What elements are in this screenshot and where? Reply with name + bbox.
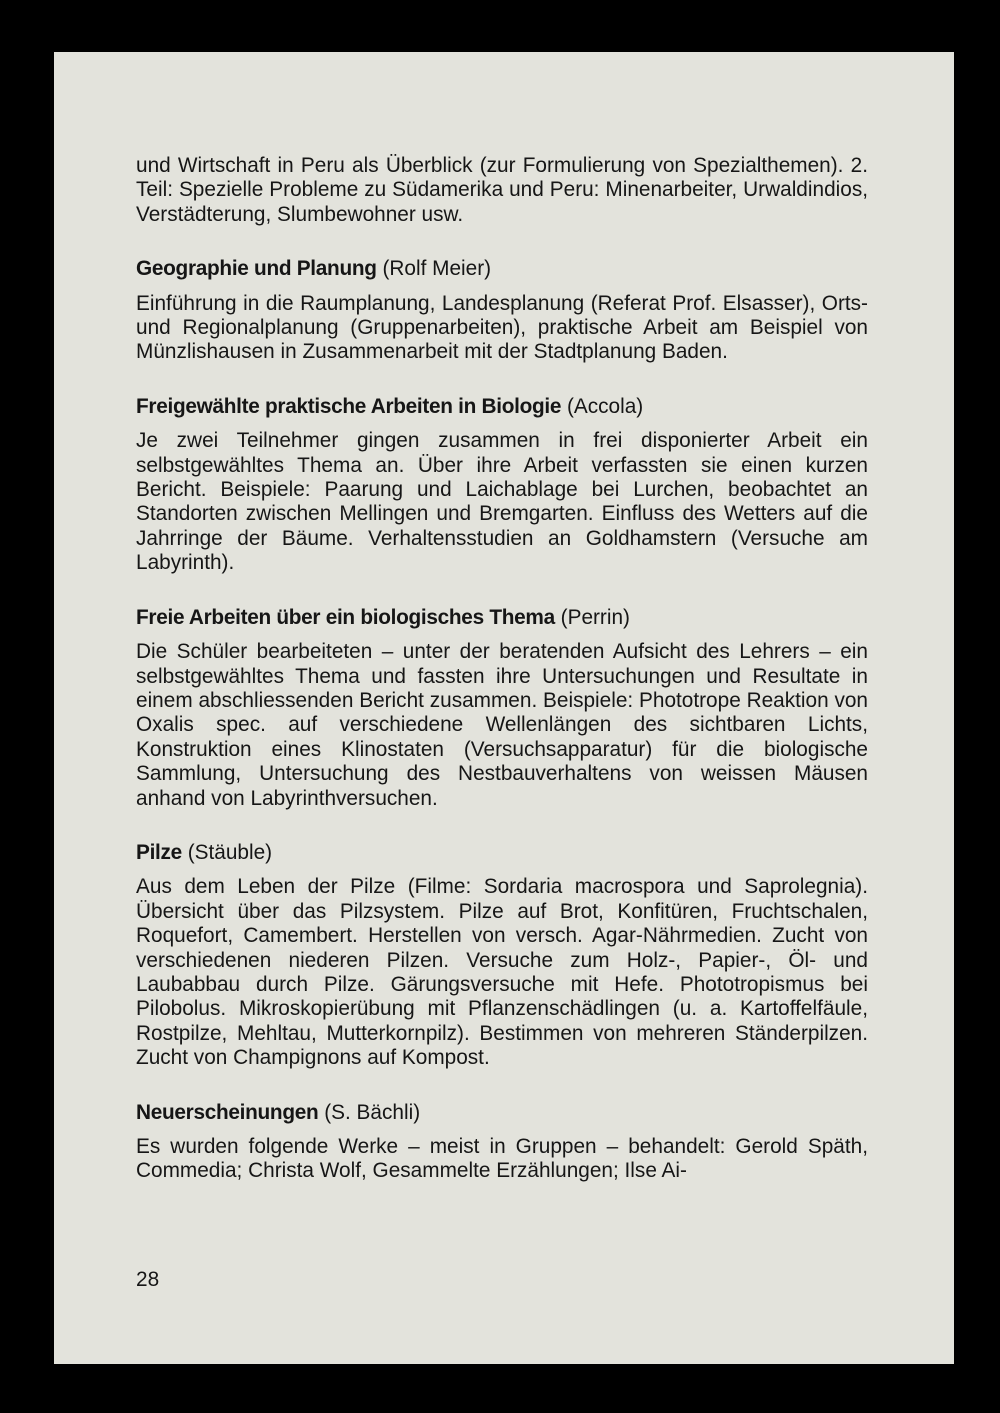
section-title: Freigewählte praktische Arbeiten in Biologie [136, 394, 562, 418]
section-author: (S. Bächli) [324, 1100, 421, 1124]
section-body: Einführung in die Raumplanung, Landesplanung (Referat Prof. Elsasser), Orts- und Regionalplanung (Gruppenarbeiten), praktische Arbeit am Beispiel von Münzlishausen in Zusammenarbeit mit der Stadtplanung Baden. [136, 291, 868, 364]
section-author: (Stäuble) [187, 840, 273, 864]
section-author: (Rolf Meier) [382, 257, 492, 281]
section-author: (Accola) [566, 394, 644, 418]
section-biologisches-thema [136, 606, 868, 811]
section-heading [136, 1101, 868, 1125]
section-biologie-praktisch [136, 395, 868, 576]
section-heading [136, 606, 868, 630]
section-title: Freie Arbeiten über ein biologisches Thema [136, 605, 555, 629]
section-title: Pilze [136, 840, 182, 864]
page-content [136, 154, 868, 1184]
document-page [54, 52, 954, 1364]
intro-paragraph: und Wirtschaft in Peru als Überblick (zur Formulierung von Spezialthemen). 2. Teil: Spezielle Probleme zu Südamerika und Peru: Minenarbeiter, Urwaldindios, Verstädterung, Slumbewohner usw. [136, 154, 868, 226]
section-pilze [136, 841, 868, 1071]
section-heading [136, 257, 868, 281]
section-body: Je zwei Teilnehmer gingen zusammen in frei disponierter Arbeit ein selbstgewähltes Thema an. Über ihre Arbeit verfassten sie einen kurzen Bericht. Beispiele: Paarung und Laichablage bei Lurchen, beobachtet an Standorten zwischen Mellingen und Bremgarten. Einfluss des Wetters auf die Jahrringe der Bäume. Verhaltensstudien an Goldhamstern (Versuche am Labyrinth). [136, 429, 868, 575]
section-body: Die Schüler bearbeiteten – unter der beratenden Aufsicht des Lehrers – ein selbstgewähltes Thema und fassten ihre Untersuchungen und Resultate in einem abschliessenden Bericht zusammen. Beispiele: Phototrope Reaktion von Oxalis spec. auf verschiedene Wellenlängen des sichtbaren Lichts, Konstruktion eines Klinostaten (Versuchsapparatur) für die biologische Sammlung, Untersuchung des Nestbauverhaltens von weissen Mäusen anhand von Labyrinthversuchen. [136, 640, 868, 810]
section-title: Neuerscheinungen [136, 1100, 319, 1124]
section-title: Geographie und Planung [136, 257, 377, 281]
section-author: (Perrin) [560, 605, 630, 629]
page-number: 28 [136, 1268, 160, 1291]
section-body: Aus dem Leben der Pilze (Filme: Sordaria macrospora und Saprolegnia). Übersicht über das Pilzsystem. Pilze auf Brot, Konfitüren, Fruchtschalen, Roquefort, Camembert. Herstellen von versch. Agar-Nährmedien. Zucht von verschiedenen niederen Pilzen. Versuche zum Holz-, Papier-, Öl- und Laubabbau durch Pilze. Gärungsversuche mit Hefe. Phototropismus bei Pilobolus. Mikroskopierübung mit Pflanzenschädlingen (u. a. Kartoffelfäule, Rostpilze, Mehltau, Mutterkornpilz). Bestimmen von mehreren Ständerpilzen. Zucht von Champignons auf Kompost. [136, 875, 868, 1070]
section-heading [136, 841, 868, 865]
section-neuerscheinungen [136, 1101, 868, 1184]
section-geographie [136, 257, 868, 365]
section-body: Es wurden folgende Werke – meist in Gruppen – behandelt: Gerold Späth, Commedia; Christa Wolf, Gesammelte Erzählungen; Ilse Ai- [136, 1135, 868, 1183]
section-heading [136, 395, 868, 419]
